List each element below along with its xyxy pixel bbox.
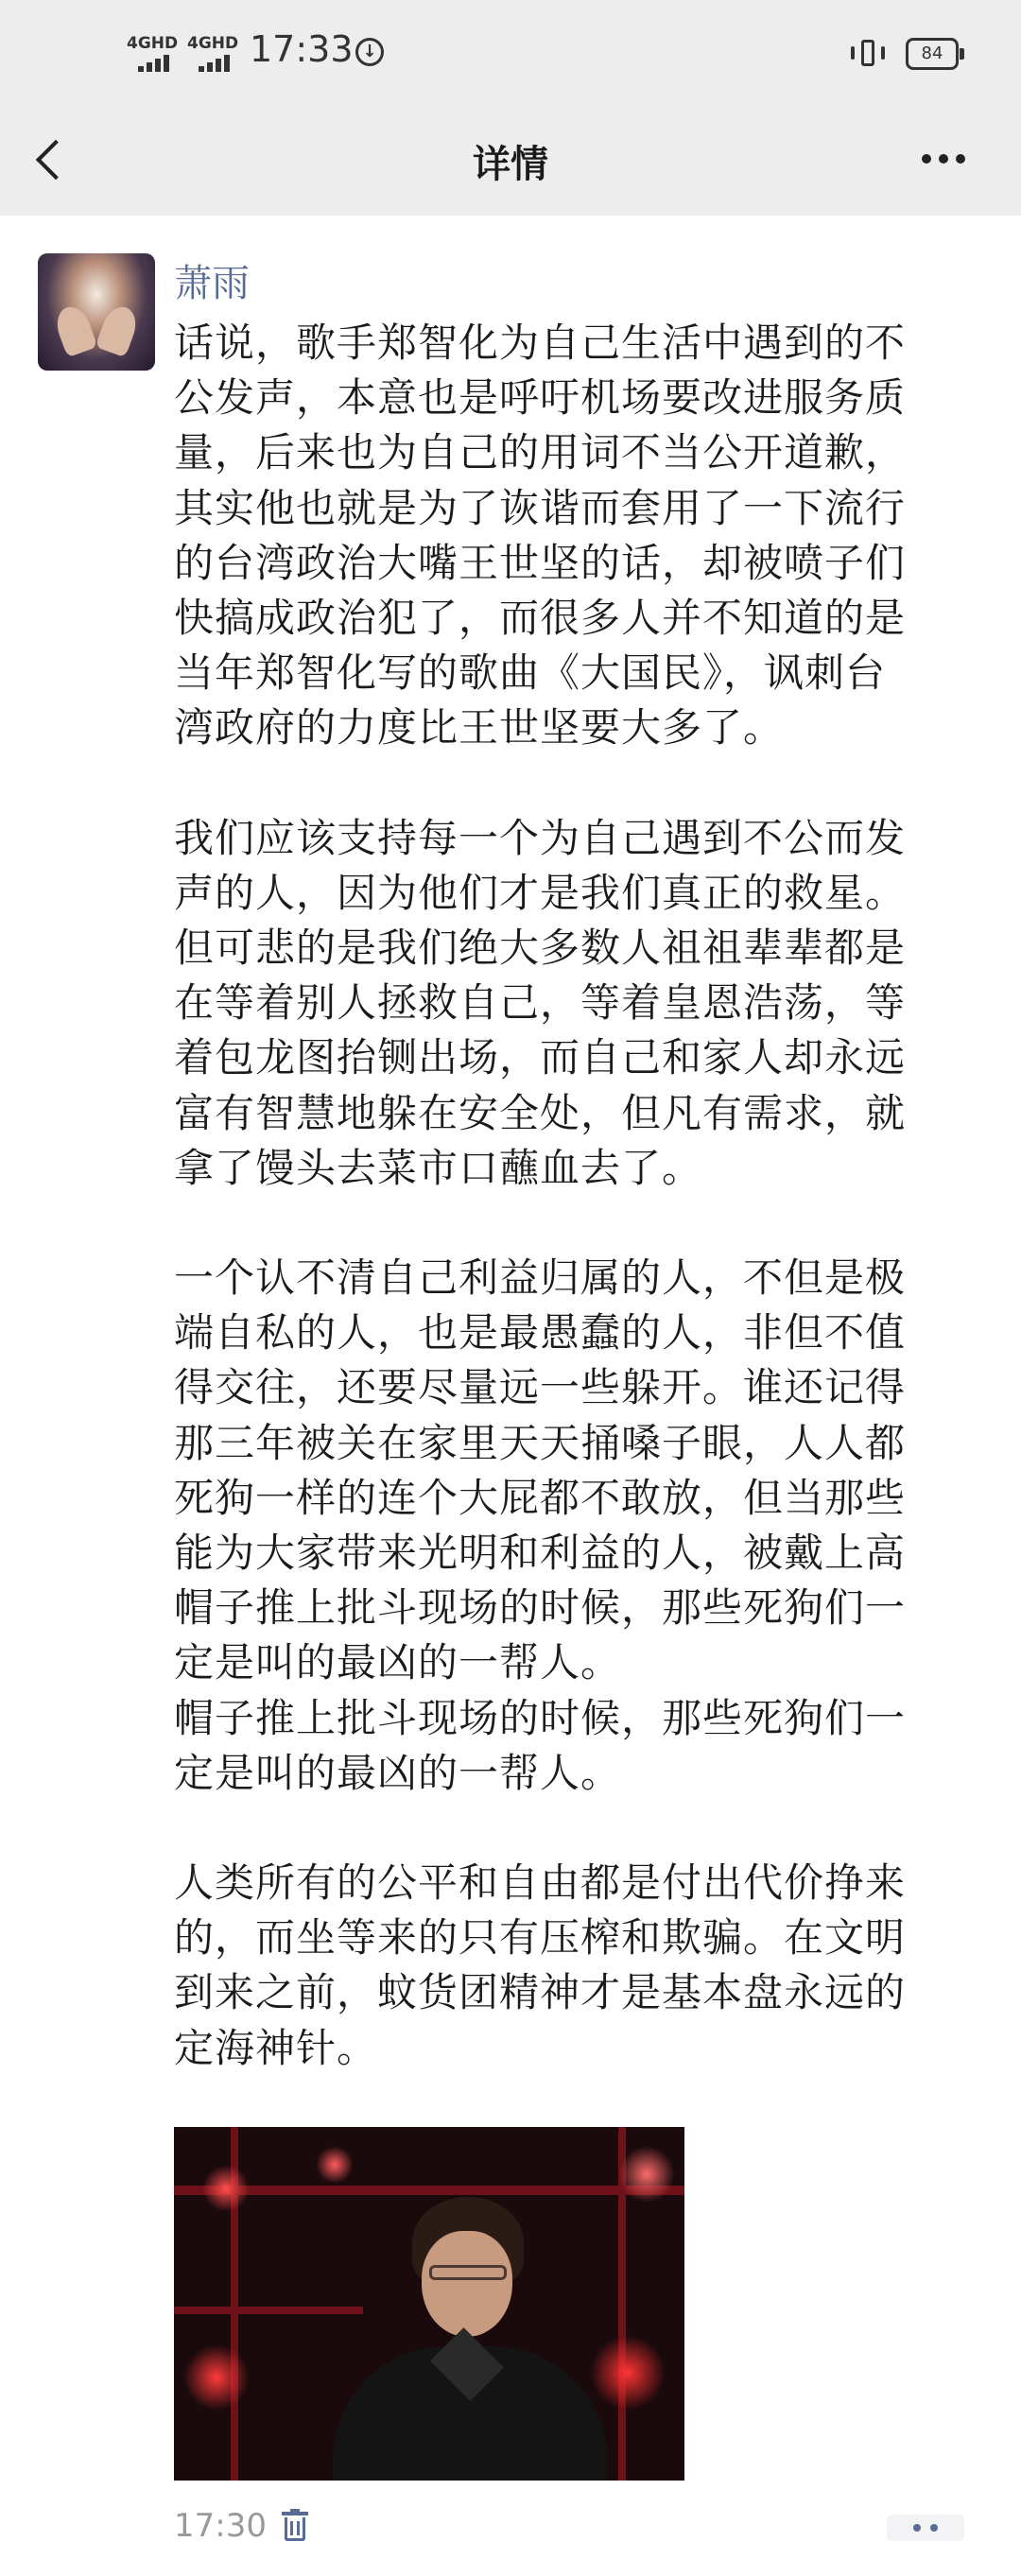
dot-icon (956, 154, 965, 164)
dot-icon (922, 154, 931, 164)
top-bar (0, 0, 1021, 216)
signal-label: 4GHD (127, 34, 179, 53)
battery-level: 84 (906, 38, 959, 70)
hd-call-icon: ↓ (355, 38, 384, 66)
post-paragraph: 一个认不清自己利益归属的人，不但是极 端自私的人，也是最愚蠢的人，非但不值 得交往，还要尽量远一些躲开。谁还记得 那三年被关在家里天天捅嗓子眼，人人都 死狗一样的连个大屁都不敢放，但当那些 能为大家带来光明和利益的人，被戴上高 帽子推上批斗现场的时候，那些死狗们一 定是叫的最凶的一帮人。 帽子推上批斗现场的时候，那些死狗们一 定是叫的最凶的一帮人。 (174, 1254, 907, 1796)
battery-icon (906, 38, 964, 70)
status-time: 17:33 (250, 28, 354, 70)
post-time: 17:30 (174, 2507, 267, 2545)
comment-button[interactable] (887, 2515, 964, 2541)
dot-icon (913, 2524, 921, 2532)
avatar[interactable] (38, 253, 155, 371)
dot-icon (930, 2524, 938, 2532)
signal-icon (187, 34, 244, 76)
post-paragraph: 我们应该支持每一个为自己遇到不公而发 声的人，因为他们才是我们真正的救星。 但可悲的是我们绝大多数人祖祖辈辈都是 在等着别人拯救自己，等着皇恩浩荡，等 着包龙图抬铡出场，而自己和家人却永远 富有智慧地躲在安全处，但凡有需求，就 拿了馒头去菜市口蘸血去了。 (174, 814, 907, 1191)
post-content (174, 316, 964, 2076)
post-paragraph: 话说，歌手郑智化为自己生活中遇到的不 公发声，本意也是呼吁机场要改进服务质 量，后来也为自己的用词不当公开道歉， 其实他也就是为了诙谐而套用了一下流行 的台湾政治大嘴王世坚的话，却被喷子们 快搞成政治犯了，而很多人并不知道的是 当年郑智化写的歌曲《大国民》，讽刺台 湾政府的力度比王世坚要大多了。 (174, 320, 907, 752)
post-photo[interactable] (174, 2127, 684, 2481)
page-title: 详情 (473, 143, 548, 186)
vibrate-icon (849, 40, 887, 68)
dot-icon (939, 154, 948, 164)
signal-label: 4GHD (187, 34, 239, 53)
nav-bar (0, 112, 1021, 216)
trash-icon[interactable] (280, 2509, 310, 2543)
post-paragraph: 人类所有的公平和自由都是付出代价挣来 的，而坐等来的只有压榨和欺骗。在文明 到来之前，蚊货团精神才是基本盘永远的 定海神针。 (174, 1859, 907, 2071)
author-name[interactable]: 萧雨 (174, 262, 250, 305)
status-bar (0, 0, 1021, 112)
more-options-button[interactable] (922, 149, 978, 168)
signal-icon (127, 34, 183, 76)
